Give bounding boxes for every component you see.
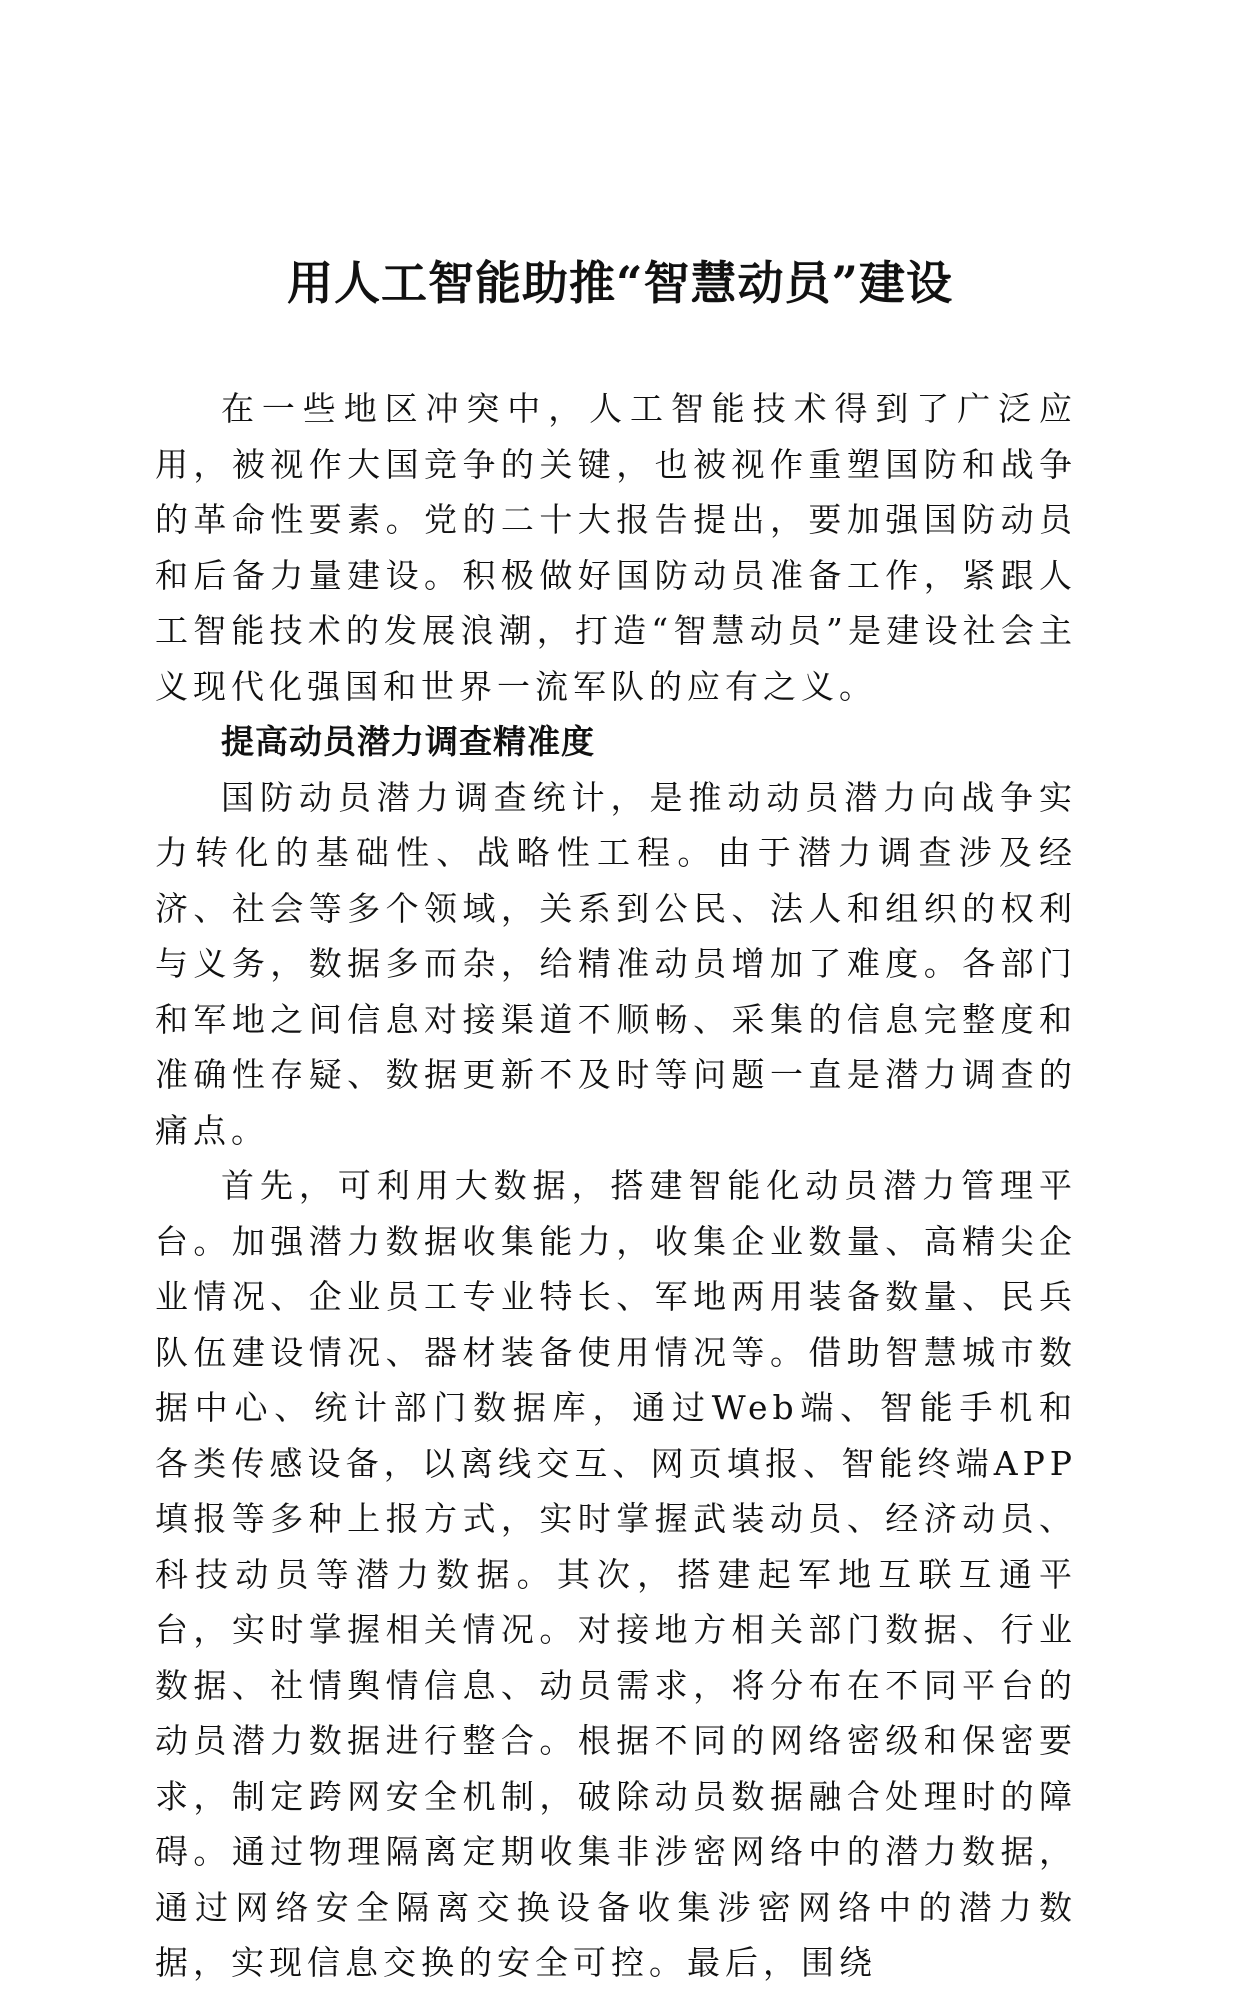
section-heading: 提高动员潜力调查精准度 [221,722,595,761]
section-paragraph: 首先，可利用大数据，搭建智能化动员潜力管理平台。加强潜力数据收集能力，收集企业数量、高精尖企业情况、企业员工专业特长、军地两用装备数量、民兵队伍建设情况、器材装备使用情况等。借助智慧城市数据中心、统计部门数据库，通过Web端、智能手机和各类传感设备，以离线交互、网页填报、智能终端APP填报等多种上报方式，实时掌握武装动员、经济动员、科技动员等潜力数据。其次，搭建起军地互联互通平台，实时掌握相关情况。对接地方相关部门数据、行业数据、社情舆情信息、动员需求，将分布在不同平台的动员潜力数据进行整合。根据不同的网络密级和保密要求，制定跨网安全机制，破除动员数据融合处理时的障碍。通过物理隔离定期收集非涉密网络中的潜力数据，通过网络安全隔离交换设备收集涉密网络中的潜力数据，实现信息交换的安全可控。最后，围绕 [155,1166,1077,1982]
intro-paragraph: 在一些地区冲突中，人工智能技术得到了广泛应用，被视作大国竞争的关键，也被视作重塑国防和战争的革命性要素。党的二十大报告提出，要加强国防动员和后备力量建设。积极做好国防动员准备工作，紧跟人工智能技术的发展浪潮，打造“智慧动员”是建设社会主义现代化强国和世界一流军队的应有之义。 [155,389,1077,706]
document-body [155,381,1077,1991]
section-paragraph: 国防动员潜力调查统计，是推动动员潜力向战争实力转化的基础性、战略性工程。由于潜力调查涉及经济、社会等多个领域，关系到公民、法人和组织的权利与义务，数据多而杂，给精准动员增加了难度。各部门和军地之间信息对接渠道不顺畅、采集的信息完整度和准确性存疑、数据更新不及时等问题一直是潜力调查的痛点。 [155,777,1077,1150]
document-title: 用人工智能助推“智慧动员”建设 [287,256,953,310]
